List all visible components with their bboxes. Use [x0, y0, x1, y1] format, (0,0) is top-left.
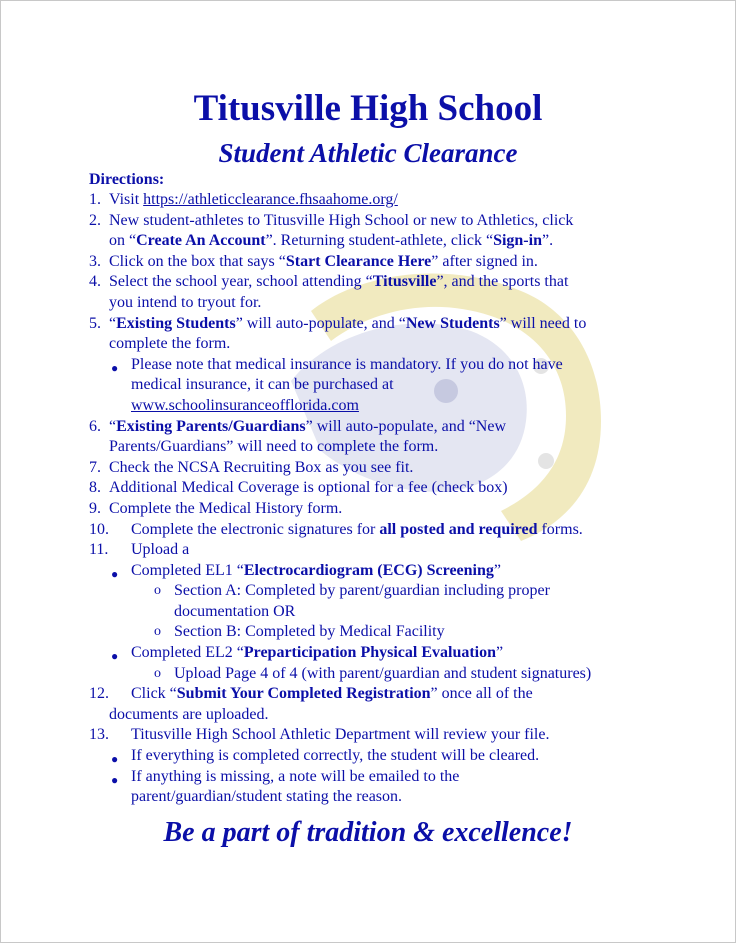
text-run: Visit	[109, 191, 144, 208]
bullet-icon: ●	[111, 566, 119, 581]
list-item-text	[109, 705, 735, 726]
list-item	[1, 478, 735, 499]
list-item-continuation	[1, 602, 735, 623]
list-item-text	[131, 767, 735, 788]
text-run: Click on the box that says “	[109, 252, 286, 270]
circle-bullet-icon: o	[154, 665, 161, 681]
list-item-continuation	[1, 437, 735, 458]
list-item	[1, 746, 735, 767]
list-item-text	[109, 334, 735, 355]
list-item-continuation	[1, 705, 735, 726]
list-item-text	[131, 561, 735, 582]
list-item	[1, 767, 735, 788]
bold-text: Submit Your Completed Registration	[176, 685, 431, 703]
list-item-text	[109, 458, 735, 479]
text-run: documentation OR	[174, 602, 296, 620]
list-item-text	[131, 725, 735, 746]
text-run: medical insurance, it can be purchased at	[131, 376, 394, 394]
list-item-text	[109, 231, 735, 252]
list-item-continuation	[1, 334, 735, 355]
text-run: Check the NCSA Recruiting Box as you see fit.	[109, 458, 414, 476]
list-item-text	[109, 499, 735, 520]
text-run: ” will auto-populate, and “	[235, 314, 406, 332]
text-run: ”	[493, 561, 501, 579]
text-run: ” will need to	[499, 314, 587, 332]
text-run: ”, and the sports that	[436, 273, 569, 291]
list-item	[1, 684, 735, 705]
text-run: Select the school year, school attending “	[109, 273, 373, 291]
step-number: 13.	[89, 726, 109, 744]
list-item-text	[109, 314, 735, 335]
text-run: Click “	[131, 685, 177, 703]
list-item-text	[131, 540, 735, 561]
step-number: 7.	[89, 458, 101, 476]
list-item-text	[131, 355, 735, 376]
text-run: Upload Page 4 of 4 (with parent/guardian and student signatures)	[174, 664, 592, 682]
link[interactable]: https://athleticclearance.fhsaahome.org/	[143, 191, 398, 208]
text-run: If everything is completed correctly, the student will be cleared.	[131, 747, 540, 765]
text-run: “	[109, 417, 117, 435]
link[interactable]: www.schoolinsuranceofflorida.com	[131, 396, 359, 414]
list-item-text	[131, 520, 735, 541]
list-item-text	[174, 581, 735, 602]
list-item	[1, 272, 735, 293]
text-run: Section B: Completed by Medical Facility	[174, 623, 445, 641]
bullet-icon: ●	[111, 649, 119, 664]
list-item	[1, 458, 735, 479]
step-number: 5.	[89, 314, 101, 332]
step-number: 9.	[89, 499, 101, 517]
list-item	[1, 540, 735, 561]
step-number: 10.	[89, 520, 109, 538]
list-item-text	[131, 375, 735, 396]
list-item-text	[109, 478, 735, 499]
text-run: documents are uploaded.	[109, 705, 269, 723]
text-run: forms.	[537, 520, 583, 538]
step-number: 8.	[89, 479, 101, 497]
text-run: Completed EL1 “	[131, 561, 244, 579]
text-run: Complete the electronic signatures for	[131, 520, 380, 538]
text-run: “	[109, 314, 117, 332]
circle-bullet-icon: o	[154, 624, 161, 640]
text-run: parent/guardian/student stating the reason.	[131, 788, 403, 806]
list-item	[1, 211, 735, 232]
bold-text: Start Clearance Here	[285, 252, 432, 270]
step-number: 2.	[89, 211, 101, 229]
list-item-text	[131, 746, 735, 767]
school-title: Titusville High School	[193, 88, 543, 129]
text-run: ”.	[541, 232, 554, 250]
directions-list	[1, 190, 735, 808]
list-item	[1, 190, 735, 211]
list-item	[1, 643, 735, 664]
list-item	[1, 725, 735, 746]
list-item	[1, 664, 735, 685]
list-item-text	[109, 190, 735, 211]
text-run: Additional Medical Coverage is optional for a fee (check box)	[109, 479, 508, 497]
directions-label: Directions:	[89, 171, 165, 188]
list-item-continuation	[1, 375, 735, 396]
document-subtitle: Student Athletic Clearance	[218, 138, 518, 168]
bold-text: Sign-in	[493, 232, 542, 250]
list-item	[1, 314, 735, 335]
list-item-text	[174, 602, 735, 623]
text-run: If anything is missing, a note will be emailed to the	[131, 767, 460, 785]
step-number: 12.	[89, 685, 109, 703]
list-item	[1, 622, 735, 643]
step-number: 4.	[89, 273, 101, 291]
list-item-text	[131, 787, 735, 808]
bold-text: Existing Parents/Guardians	[116, 417, 306, 435]
list-item	[1, 581, 735, 602]
text-run: New student-athletes to Titusville High School or new to Athletics, click	[109, 211, 574, 229]
list-item	[1, 499, 735, 520]
bold-text: all posted and required	[379, 520, 538, 538]
list-item	[1, 252, 735, 273]
text-run: you intend to tryout for.	[109, 293, 262, 311]
bold-text: Titusville	[372, 273, 437, 291]
step-number: 1.	[89, 191, 101, 208]
list-item-text	[174, 664, 735, 685]
step-number: 11.	[89, 541, 109, 559]
bullet-icon: ●	[111, 772, 119, 787]
text-run: Completed EL2 “	[131, 644, 244, 662]
text-run: ” will auto-populate, and “New	[305, 417, 506, 435]
list-item-continuation	[1, 293, 735, 314]
text-run: ” once all of the	[430, 685, 533, 703]
list-item-text	[109, 252, 735, 273]
step-number: 3.	[89, 252, 101, 270]
list-item	[1, 355, 735, 376]
list-item-text	[109, 211, 735, 232]
text-run: ” after signed in.	[431, 252, 538, 270]
step-number: 6.	[89, 417, 101, 435]
text-run: Upload a	[131, 541, 190, 559]
bold-text: Existing Students	[116, 314, 236, 332]
text-run: Please note that medical insurance is mandatory. If you do not have	[131, 355, 563, 373]
list-item-text	[109, 293, 735, 314]
text-run: Complete the Medical History form.	[109, 499, 343, 517]
list-item-text	[109, 272, 735, 293]
bold-text: New Students	[405, 314, 500, 332]
list-item	[1, 561, 735, 582]
text-run: on “	[109, 232, 137, 250]
list-item-continuation	[1, 787, 735, 808]
list-item-text	[174, 622, 735, 643]
text-run: Titusville High School Athletic Department will review your file.	[131, 726, 550, 744]
text-run: ”	[496, 644, 504, 662]
list-item-text	[131, 643, 735, 664]
bullet-icon: ●	[111, 360, 119, 375]
text-run: complete the form.	[109, 335, 231, 353]
list-item-text	[109, 417, 735, 438]
tagline: Be a part of tradition & excellence!	[163, 817, 573, 848]
list-item-continuation	[1, 231, 735, 252]
text-run: Parents/Guardians” will need to complete the form.	[109, 438, 439, 456]
text-run: Section A: Completed by parent/guardian including proper	[174, 582, 550, 600]
list-item-text	[109, 437, 735, 458]
bullet-icon: ●	[111, 752, 119, 767]
list-item-continuation	[1, 396, 735, 417]
list-item	[1, 520, 735, 541]
circle-bullet-icon: o	[154, 583, 161, 599]
text-run: ”. Returning student-athlete, click “	[265, 232, 494, 250]
bold-text: Electrocardiogram (ECG) Screening	[243, 561, 494, 579]
list-item-text	[131, 396, 735, 417]
bold-text: Preparticipation Physical Evaluation	[243, 644, 497, 662]
list-item-text	[131, 684, 735, 705]
bold-text: Create An Account	[136, 232, 266, 250]
list-item	[1, 417, 735, 438]
